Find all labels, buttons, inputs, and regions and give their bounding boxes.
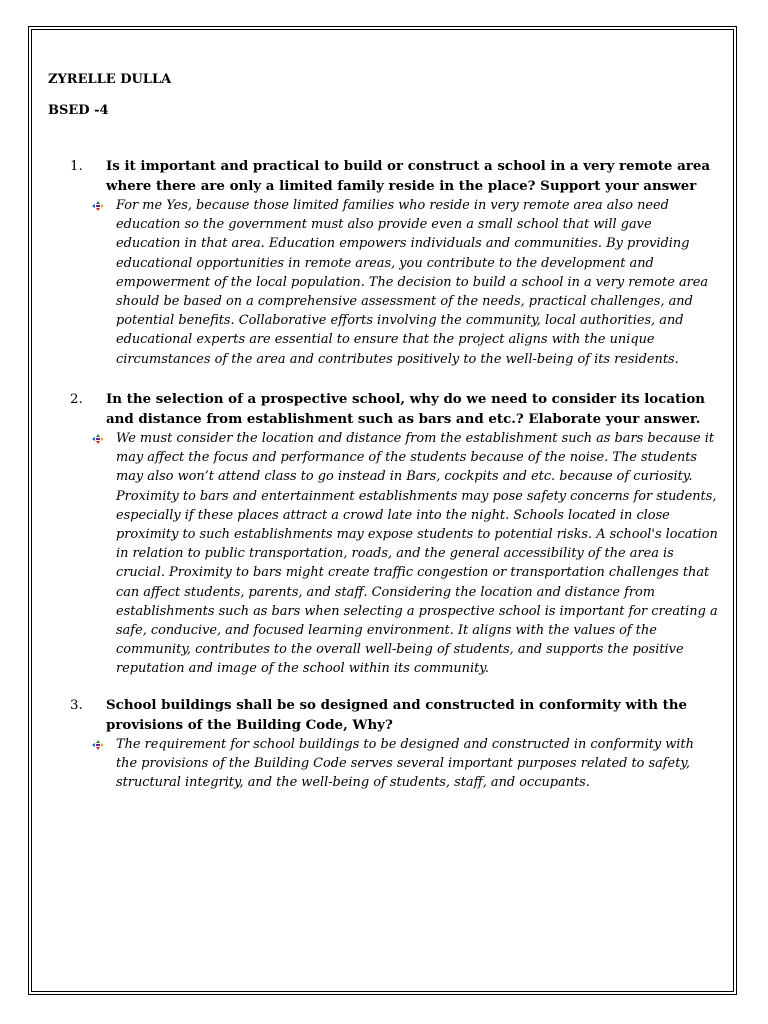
- question-item-2: [70, 390, 718, 679]
- question-1: [70, 157, 718, 196]
- student-section: BSED -4: [48, 103, 109, 118]
- question-number-3: 3.: [70, 698, 83, 713]
- answer-3: [116, 735, 718, 793]
- student-name: ZYRELLE DULLA: [48, 72, 172, 87]
- question-text-3: School buildings shall be so designed and constructed in conformity with the provisions of the Building Code, Why?: [106, 697, 688, 733]
- question-item-3: [70, 696, 718, 793]
- four-arrows-bullet-icon: [92, 740, 104, 750]
- answer-2: [116, 429, 718, 679]
- four-arrows-bullet-icon: [92, 434, 104, 444]
- answer-text-2: We must consider the location and distance from the establishment such as bars because it may affect the focus and performance of the students because of the noise. The students may also won’t attend class to go instead in Bars, cockpits and etc. because of curiosity. Proximity to bars and entertainment establishments may pose safety concerns for students, especially if these places attract a crowd late into the night. Schools located in close proximity to such establishments may expose students to potential risks. A school's location in relation to public transportation, roads, and the general accessibility of the area is crucial. Proximity to bars might create traffic congestion or transportation challenges that can affect students, parents, and staff. Considering the location and distance from establishments such as bars when selecting a prospective school is important for creating a safe, conducive, and focused learning environment. It aligns with the values of the community, contributes to the overall well-being of students, and supports the positive reputation and image of the school within its community.: [116, 431, 718, 677]
- answer-text-1: For me Yes, because those limited families who reside in very remote area also need education so the government must also provide even a small school that will gave education in that area. Education empowers individuals and communities. By providing educational opportunities in remote areas, you contribute to the development and empowerment of the local population. The decision to build a school in a very remote area should be based on a comprehensive assessment of the needs, practical challenges, and potential benefits. Collaborative efforts involving the community, local authorities, and educational experts are essential to ensure that the project aligns with the unique circumstances of the area and contributes positively to the well-being of its residents.: [116, 198, 709, 367]
- answer-text-3: The requirement for school buildings to be designed and constructed in conformity with the provisions of the Building Code serves several important purposes related to safety, structural integrity, and the well-being of students, staff, and occupants.: [116, 737, 694, 791]
- question-text-2: In the selection of a prospective school, why do we need to consider its location and distance from establishment such as bars and etc.? Elaborate your answer.: [106, 391, 705, 427]
- answer-1: [116, 196, 718, 369]
- question-number-2: 2.: [70, 392, 83, 407]
- question-number-1: 1.: [70, 159, 83, 174]
- question-3: [70, 696, 718, 735]
- question-item-1: [70, 157, 718, 369]
- question-text-1: Is it important and practical to build or construct a school in a very remote area where there are only a limited family reside in the place? Support your answer: [106, 158, 711, 194]
- four-arrows-bullet-icon: [92, 201, 104, 211]
- question-2: [70, 390, 718, 429]
